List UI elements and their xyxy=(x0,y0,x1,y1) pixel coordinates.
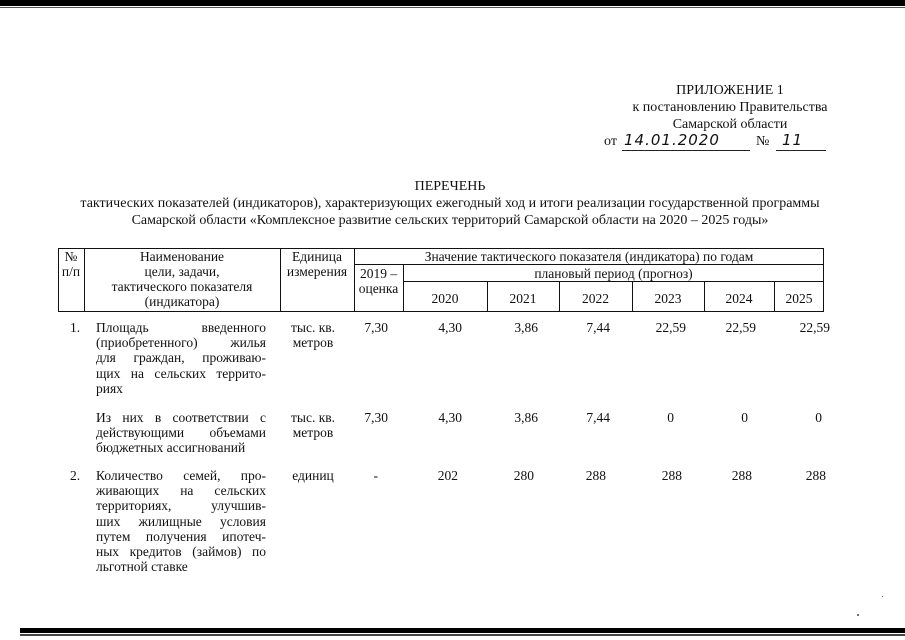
row-indicator-name: Площадь введенного (приобретенного) жилья для граждан, проживаю- щих на сельских террито- риях xyxy=(96,320,266,396)
scan-top-edge-shadow xyxy=(0,7,905,8)
row-unit: единиц xyxy=(292,468,334,483)
appendix-title: ПРИЛОЖЕНИЕ 1 xyxy=(676,83,784,98)
header-year-2020: 2020 xyxy=(431,291,459,306)
row-value-2024: 0 xyxy=(741,410,748,425)
header-year-2024: 2024 xyxy=(725,291,753,306)
row-value-2025: 288 xyxy=(805,468,826,483)
row-value-2021: 3,86 xyxy=(514,320,538,335)
row-indicator-name: Количество семей, про- живающих на сельских территориях, улучшив- ших жилищные условия путем получения ипотеч- ных кредитов (займов) по льготной ставке xyxy=(96,468,266,575)
row-value-2024: 22,59 xyxy=(725,320,756,335)
scan-speck xyxy=(882,596,883,597)
row-value-2023: 288 xyxy=(661,468,682,483)
header-name: Наименование цели, задачи, тактического показателя (индикатора) xyxy=(111,249,253,309)
indicator-table-header xyxy=(58,248,824,312)
appendix-block xyxy=(580,82,880,133)
row-value-2021: 3,86 xyxy=(514,410,538,425)
number-prefix: № xyxy=(756,134,770,149)
row-number: 1. xyxy=(70,320,81,335)
header-2019: 2019 – оценка xyxy=(358,266,399,296)
row-value-2022: 7,44 xyxy=(586,320,610,335)
header-unit: Единица измерения xyxy=(286,249,348,279)
row-value-2019: 7,30 xyxy=(364,410,388,425)
header-line-values xyxy=(354,264,824,265)
number-underline xyxy=(776,150,826,151)
scan-bottom-edge-shadow xyxy=(20,634,905,636)
row-indicator-name: Из них в соответствии с действующими объемами бюджетных ассигнований xyxy=(96,410,266,456)
row-unit: тыс. кв. метров xyxy=(290,320,336,350)
row-value-2019: - xyxy=(373,468,378,483)
header-year-2022: 2022 xyxy=(582,291,609,306)
header-line-bottom xyxy=(58,311,824,312)
row-value-2025: 22,59 xyxy=(799,320,830,335)
scan-bottom-edge xyxy=(20,628,905,633)
scan-top-edge xyxy=(0,0,905,6)
header-line-plan xyxy=(403,281,824,282)
row-value-2020: 4,30 xyxy=(438,410,462,425)
row-value-2022: 7,44 xyxy=(586,410,610,425)
header-plan-period: плановый период (прогноз) xyxy=(534,266,693,281)
header-year-2025: 2025 xyxy=(785,291,813,306)
row-number: 2. xyxy=(70,468,81,483)
row-unit: тыс. кв. метров xyxy=(290,410,336,440)
row-value-2022: 288 xyxy=(585,468,606,483)
row-value-2023: 0 xyxy=(667,410,674,425)
header-num: № п/п xyxy=(61,249,81,279)
handwritten-date: 14.01.2020 xyxy=(624,131,720,149)
document-title: ПЕРЕЧЕНЬ xyxy=(414,179,486,194)
header-values-title: Значение тактического показателя (индикатора) по годам xyxy=(424,249,754,264)
appendix-line-1: к постановлению Правительства xyxy=(632,100,828,115)
scan-speck xyxy=(857,614,859,616)
appendix-line-2: Самарской области xyxy=(672,117,788,132)
date-prefix: от xyxy=(604,134,617,149)
row-value-2021: 280 xyxy=(513,468,534,483)
date-underline xyxy=(622,150,750,151)
document-subtitle-line-1: тактических показателей (индикаторов), характеризующих ежегодный ход и итоги реализации государственной программы xyxy=(80,196,820,211)
row-value-2020: 202 xyxy=(437,468,458,483)
header-year-2023: 2023 xyxy=(654,291,682,306)
row-value-2024: 288 xyxy=(731,468,752,483)
appendix-date-number-line xyxy=(604,131,830,154)
handwritten-number: 11 xyxy=(782,131,804,149)
header-year-2021: 2021 xyxy=(509,291,537,306)
row-value-2020: 4,30 xyxy=(438,320,462,335)
row-value-2025: 0 xyxy=(815,410,822,425)
document-heading xyxy=(40,178,860,229)
document-subtitle-line-2: Самарской области «Комплексное развитие сельских территорий Самарской области на 2020 – 2025 годы» xyxy=(131,213,769,228)
row-value-2019: 7,30 xyxy=(364,320,388,335)
row-value-2023: 22,59 xyxy=(655,320,686,335)
